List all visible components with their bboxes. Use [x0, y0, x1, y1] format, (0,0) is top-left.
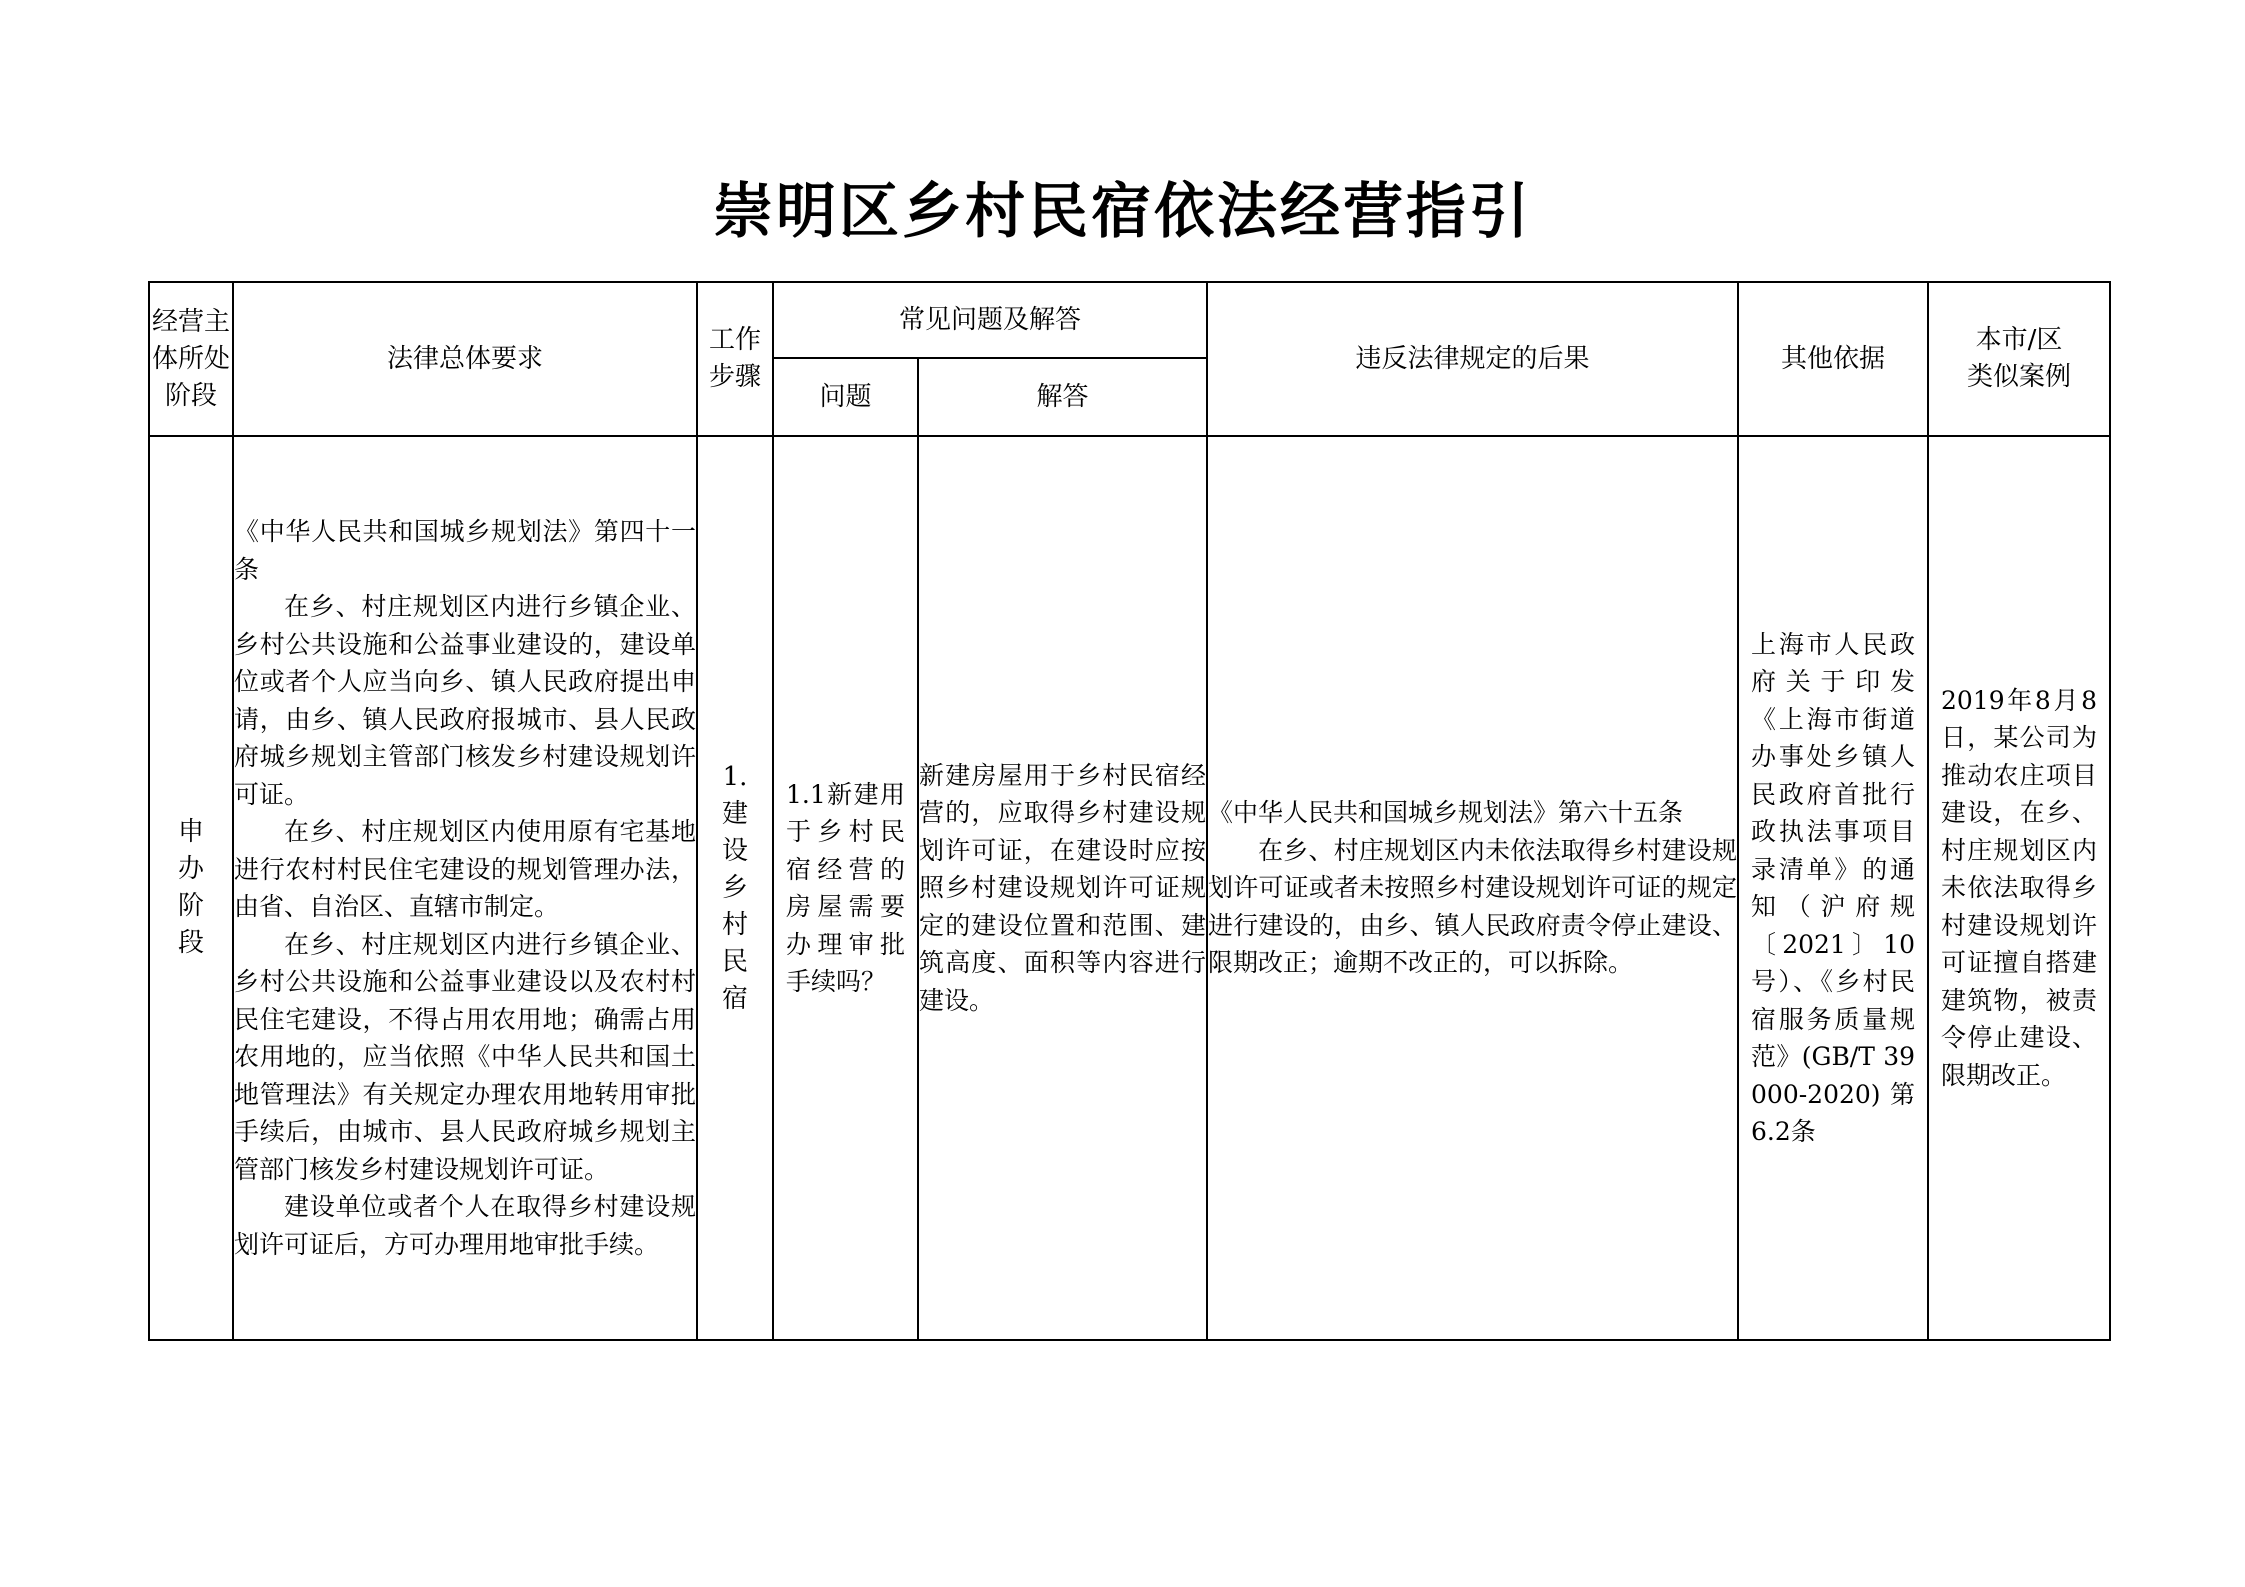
consequences-text: 在乡、村庄规划区内未依法取得乡村建设规划许可证或者未按照乡村建设规划许可证的规定进行建设的，由乡、镇人民政府责令停止建设、限期改正；逾期不改正的，可以拆除。	[1208, 835, 1738, 978]
answer-text: 新建房屋用于乡村民宿经营的，应取得乡村建设规划许可证，在建设时应按照乡村建设规划许可证规定的建设位置和范围、建筑高度、面积等内容进行建设。	[919, 760, 1207, 1015]
legal-paragraph-4: 建设单位或者个人在取得乡村建设规划许可证后，方可办理用地审批手续。	[234, 1192, 696, 1259]
other-basis-text: 上海市人民政府关于印发《上海市街道办事处乡镇人民政府首批行政执法事项目录清单》的通知（沪府规〔2021〕10号）、《乡村民宿服务质量规范》(GB/T 39000-2020)第6.2条	[1751, 629, 1916, 1146]
other-basis-cell	[1738, 436, 1928, 1340]
header-row-top	[149, 282, 2110, 358]
page-title: 崇明区乡村民宿依法经营指引	[713, 177, 1532, 247]
header-similar-cases-line2: 类似案例	[1967, 362, 2072, 392]
similar-case-cell	[1928, 436, 2110, 1340]
guide-table	[148, 281, 2111, 1341]
header-legal-requirements: 法律总体要求	[233, 282, 697, 436]
consequences-citation: 《中华人民共和国城乡规划法》第六十五条	[1208, 798, 1684, 828]
stage-text: 申办阶段	[178, 817, 205, 958]
legal-requirements-cell	[233, 436, 697, 1340]
question-cell	[773, 436, 918, 1340]
header-other-basis: 其他依据	[1738, 282, 1928, 436]
legal-paragraph-3: 在乡、村庄规划区内进行乡镇企业、乡村公共设施和公益事业建设以及农村村民住宅建设，不得占用农用地；确需占用农用地的，应当依照《中华人民共和国土地管理法》有关规定办理农用地转用审批手续后，由城市、县人民政府城乡规划主管部门核发乡村建设规划许可证。	[234, 929, 696, 1184]
work-step-number: 1.	[722, 761, 748, 792]
legal-paragraph-2: 在乡、村庄规划区内使用原有宅基地进行农村村民住宅建设的规划管理办法，由省、自治区、直辖市制定。	[234, 817, 696, 921]
legal-paragraph-1: 在乡、村庄规划区内进行乡镇企业、乡村公共设施和公益事业建设的，建设单位或者个人应当向乡、镇人民政府提出申请，由乡、镇人民政府报城市、县人民政府城乡规划主管部门核发乡村建设规划许可证。	[234, 592, 696, 809]
consequences-cell	[1207, 436, 1738, 1340]
header-faq-group: 常见问题及解答	[773, 282, 1207, 358]
work-step-cell	[697, 436, 773, 1340]
header-answer: 解答	[918, 358, 1207, 436]
header-similar-cases	[1928, 282, 2110, 436]
similar-case-text: 2019年8月8日，某公司为推动农庄项目建设，在乡、村庄规划区内未依法取得乡村建设规划许可证擅自搭建建筑物，被责令停止建设、限期改正。	[1941, 685, 2098, 1090]
header-question: 问题	[773, 358, 918, 436]
stage-cell	[149, 436, 233, 1340]
header-consequences: 违反法律规定的后果	[1207, 282, 1738, 436]
question-text: 1.1新建用于乡村民宿经营的房屋需要办理审批手续吗？	[786, 779, 905, 996]
header-work-steps: 工作步骤	[697, 282, 773, 436]
legal-citation: 《中华人民共和国城乡规划法》第四十一条	[234, 517, 696, 584]
header-stage: 经营主体所处阶段	[149, 282, 233, 436]
header-similar-cases-line1: 本市/区	[1975, 325, 2063, 355]
answer-cell	[918, 436, 1207, 1340]
table-row	[149, 436, 2110, 1340]
work-step-text: 建设乡村民宿	[722, 798, 749, 1014]
